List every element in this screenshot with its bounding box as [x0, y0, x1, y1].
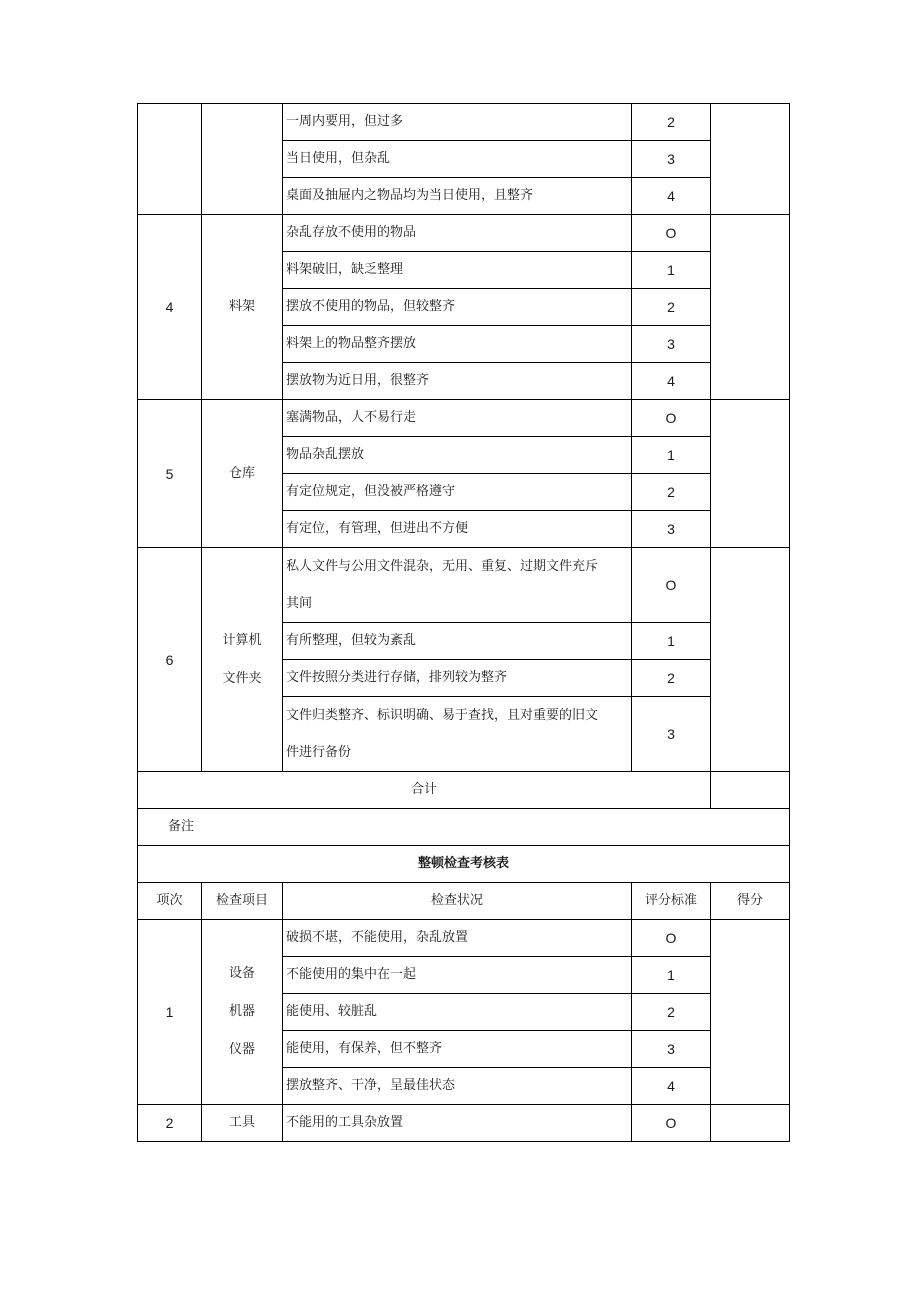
standard-cell: 1 [632, 437, 711, 474]
status-cell: 不能使用的集中在一起 [283, 957, 632, 994]
item-name-line: 文件夹 [222, 670, 262, 686]
standard-cell: 3 [632, 1031, 711, 1068]
item-number-cell: 5 [138, 400, 202, 548]
status-line: 其间 [286, 596, 313, 611]
table-row [138, 215, 790, 252]
status-cell: 有定位，有管理，但进出不方便 [283, 511, 632, 548]
remark-row [138, 809, 790, 846]
status-line: 件进行备份 [286, 745, 352, 760]
status-cell: 料架破旧，缺乏整理 [283, 252, 632, 289]
standard-cell: 2 [632, 474, 711, 511]
status-cell: 摆放物为近日用，很整齐 [283, 363, 632, 400]
standard-cell: 4 [632, 363, 711, 400]
item-number-cell: 1 [138, 920, 202, 1105]
table-row [138, 400, 790, 437]
item-name-cell [202, 548, 283, 772]
item-name-cell [202, 104, 283, 215]
item-name-cell: 仓库 [202, 400, 283, 548]
status-cell [283, 697, 632, 772]
standard-cell: 2 [632, 994, 711, 1031]
standard-cell: 1 [632, 957, 711, 994]
standard-cell: 2 [632, 660, 711, 697]
inspection-table [137, 103, 790, 1142]
score-cell[interactable] [711, 920, 790, 1105]
standard-cell: 3 [632, 326, 711, 363]
status-cell: 摆放整齐、干净，呈最佳状态 [283, 1068, 632, 1105]
status-cell: 桌面及抽屉内之物品均为当日使用，且整齐 [283, 178, 632, 215]
item-number-cell: 2 [138, 1105, 202, 1142]
table-row [138, 104, 790, 141]
item-number-cell: 6 [138, 548, 202, 772]
item-number-cell: 4 [138, 215, 202, 400]
status-cell: 不能用的工具杂放置 [283, 1105, 632, 1142]
status-cell: 有所整理，但较为紊乱 [283, 623, 632, 660]
header-no: 项次 [138, 883, 202, 920]
item-number-cell [138, 104, 202, 215]
table-row [138, 548, 790, 623]
header-standard: 评分标准 [632, 883, 711, 920]
standard-cell: 3 [632, 141, 711, 178]
item-name-line: 仪器 [228, 1042, 255, 1057]
status-cell: 当日使用，但杂乱 [283, 141, 632, 178]
score-cell[interactable] [711, 215, 790, 400]
status-cell: 文件按照分类进行存储，排列较为整齐 [283, 660, 632, 697]
score-cell[interactable] [711, 548, 790, 772]
standard-cell: 4 [632, 178, 711, 215]
item-name-cell: 料架 [202, 215, 283, 400]
total-label: 合计 [138, 772, 711, 809]
item-name-cell [202, 920, 283, 1105]
total-row [138, 772, 790, 809]
total-score-cell[interactable] [711, 772, 790, 809]
status-cell: 杂乱存放不使用的物品 [283, 215, 632, 252]
status-cell: 料架上的物品整齐摆放 [283, 326, 632, 363]
status-cell: 一周内要用，但过多 [283, 104, 632, 141]
standard-cell: O [632, 920, 711, 957]
table-row [138, 1105, 790, 1142]
header-item: 检查项目 [202, 883, 283, 920]
standard-cell: 3 [632, 511, 711, 548]
remark-label: 备注 [138, 809, 790, 846]
score-cell[interactable] [711, 1105, 790, 1142]
item-name-line: 设备 [228, 966, 255, 981]
standard-cell: 2 [632, 104, 711, 141]
standard-cell: 3 [632, 697, 711, 772]
table-row [138, 920, 790, 957]
status-cell: 能使用，有保养，但不整齐 [283, 1031, 632, 1068]
status-cell: 有定位规定，但没被严格遵守 [283, 474, 632, 511]
status-line: 文件归类整齐、标识明确、易于查找，且对重要的旧文 [286, 708, 599, 723]
item-name-line: 计算机 [222, 632, 262, 648]
score-cell[interactable] [711, 104, 790, 215]
standard-cell: O [632, 400, 711, 437]
standard-cell: 4 [632, 1068, 711, 1105]
status-cell: 塞满物品，人不易行走 [283, 400, 632, 437]
standard-cell: 2 [632, 289, 711, 326]
status-cell: 物品杂乱摆放 [283, 437, 632, 474]
item-name-cell: 工具 [202, 1105, 283, 1142]
standard-cell: 1 [632, 623, 711, 660]
score-cell[interactable] [711, 400, 790, 548]
table-title: 整顿检查考核表 [138, 846, 790, 883]
status-cell: 能使用、较脏乱 [283, 994, 632, 1031]
status-cell [283, 548, 632, 623]
status-line: 私人文件与公用文件混杂，无用、重复、过期文件充斥 [286, 559, 599, 574]
header-status: 检查状况 [283, 883, 632, 920]
title-row [138, 846, 790, 883]
status-cell: 破损不堪，不能使用，杂乱放置 [283, 920, 632, 957]
standard-cell: O [632, 1105, 711, 1142]
item-name-line: 机器 [228, 1004, 255, 1019]
standard-cell: O [632, 548, 711, 623]
header-score: 得分 [711, 883, 790, 920]
standard-cell: 1 [632, 252, 711, 289]
status-cell: 摆放不使用的物品，但较整齐 [283, 289, 632, 326]
standard-cell: O [632, 215, 711, 252]
header-row [138, 883, 790, 920]
